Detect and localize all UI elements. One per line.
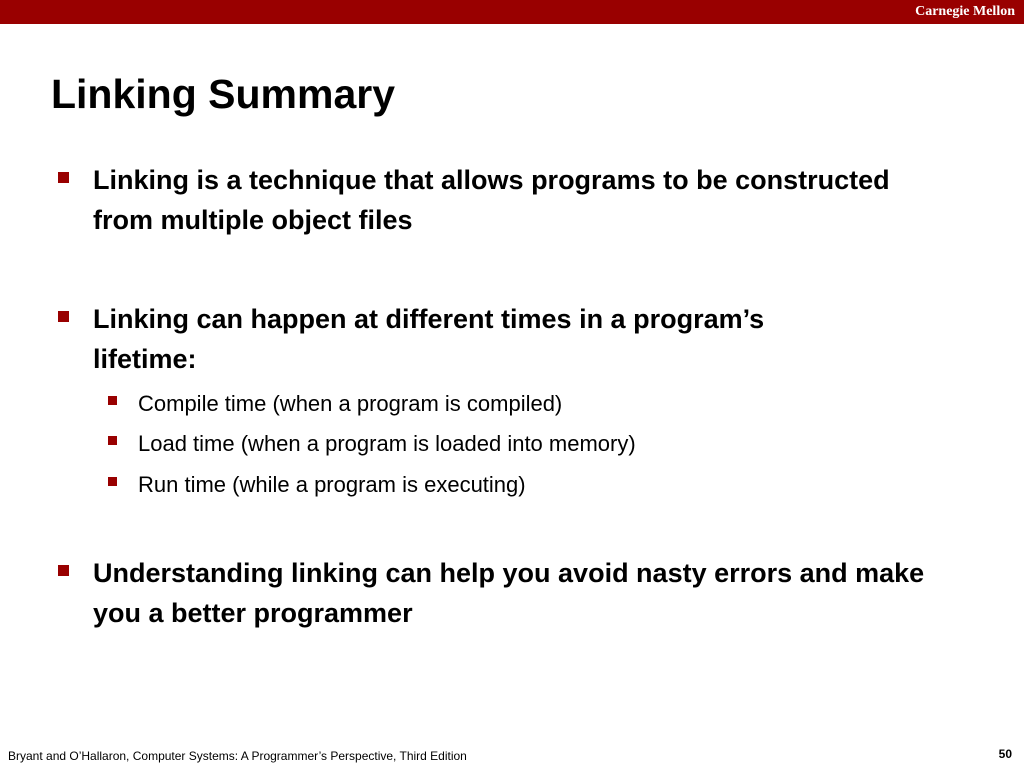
footer-citation: Bryant and O’Hallaron, Computer Systems: A Programmer’s Perspective, Third Edition	[8, 749, 467, 763]
bullet-text: Linking is a technique that allows programs to be constructed from multiple object files	[93, 165, 890, 235]
sub-bullet-item	[108, 424, 808, 464]
sub-bullet-item	[108, 465, 808, 505]
sub-bullet-text: Compile time (when a program is compiled)	[138, 391, 563, 416]
square-bullet-icon	[58, 565, 69, 576]
slide-title: Linking Summary	[51, 71, 396, 117]
sub-bullet-item	[108, 384, 808, 424]
sub-bullet-text: Run time (while a program is executing)	[138, 472, 526, 497]
page-number: 50	[998, 747, 1012, 761]
bullet-text: Linking can happen at different times in a program’s lifetime:	[93, 304, 765, 374]
square-bullet-icon	[58, 172, 69, 183]
brand-name: Carnegie Mellon	[915, 4, 1015, 19]
bullet-text: Understanding linking can help you avoid nasty errors and make you a better programmer	[93, 558, 925, 628]
square-bullet-icon	[58, 311, 69, 322]
square-bullet-icon	[108, 477, 117, 486]
square-bullet-icon	[108, 436, 117, 445]
header-bar	[0, 0, 1024, 24]
square-bullet-icon	[108, 396, 117, 405]
sub-bullet-text: Load time (when a program is loaded into memory)	[138, 431, 636, 456]
